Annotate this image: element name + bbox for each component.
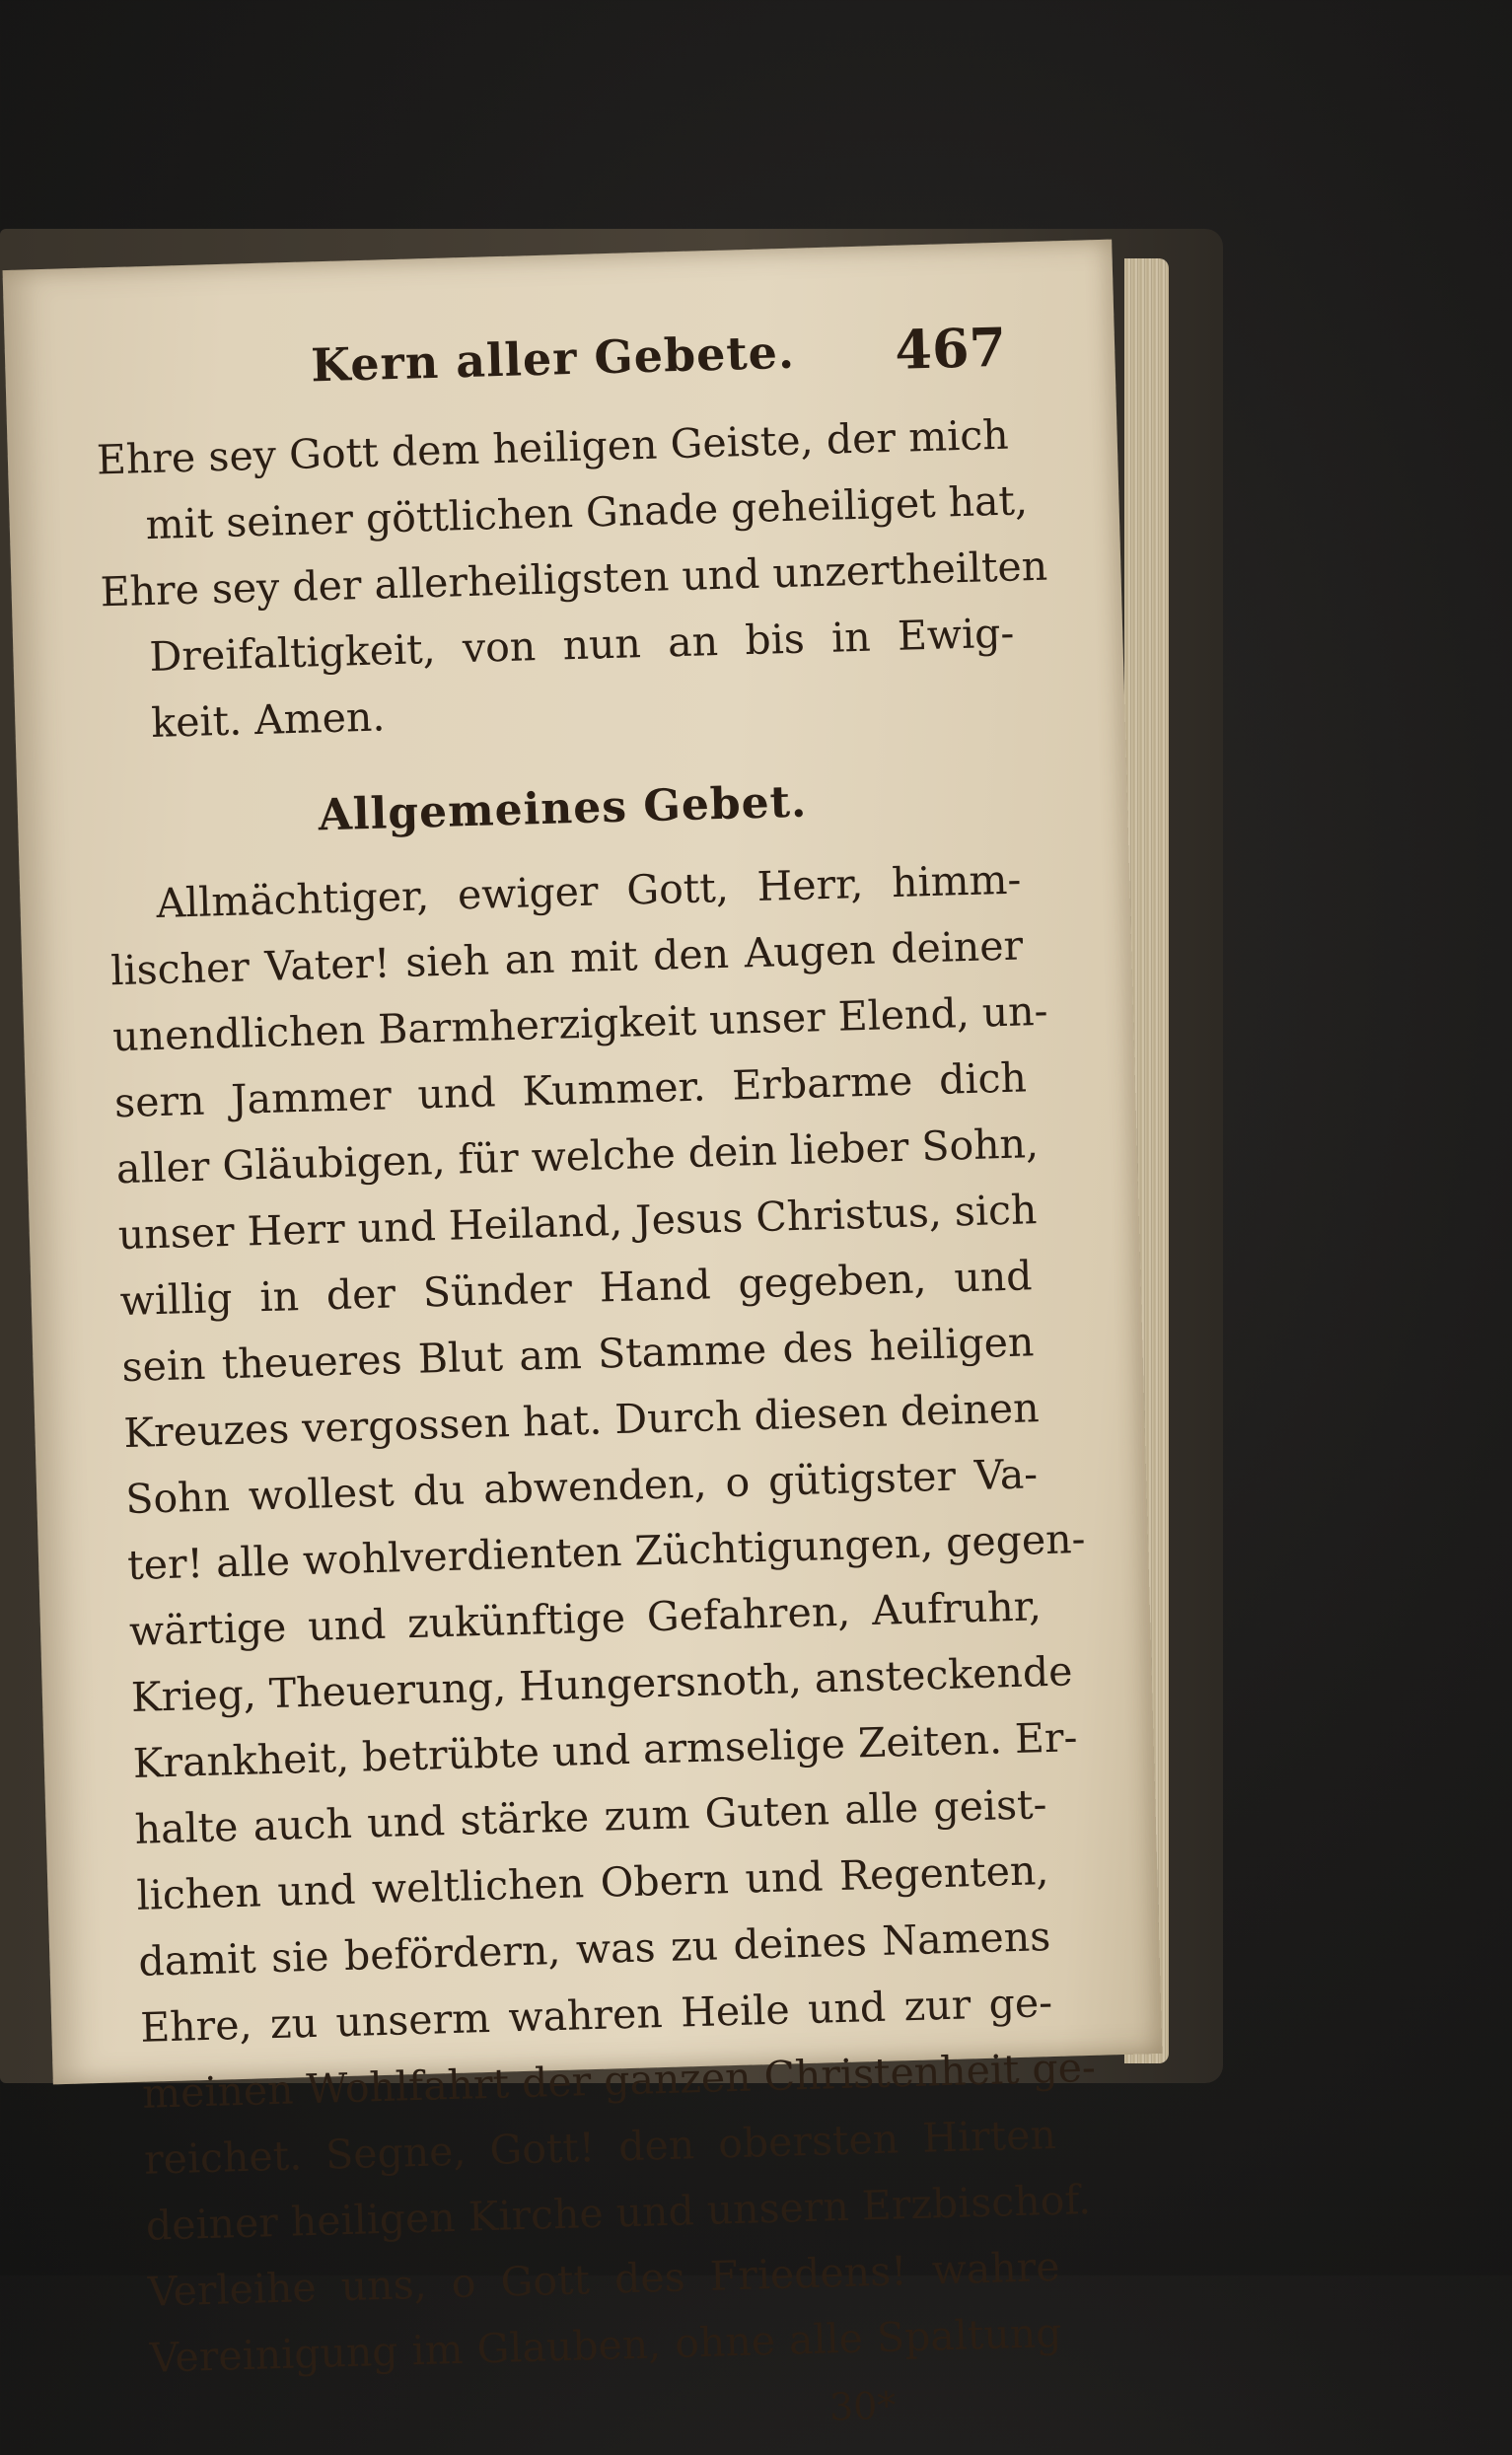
text-line: mit seiner göttlichen Gnade geheiliget hat, xyxy=(145,476,1029,549)
text-line: Kreuzes vergossen hat. Durch diesen deinen xyxy=(122,1384,1041,1458)
text-line: reichet. Segne, Gott! den obersten Hirten xyxy=(143,2110,1057,2184)
text-line: unser Herr und Heiland, Jesus Christus, sich xyxy=(117,1186,1038,1260)
text-line: sern Jammer und Kummer. Erbarme dich xyxy=(113,1053,1028,1127)
text-line: halte auch und stärke zum Guten alle geist- xyxy=(134,1780,1048,1853)
page-number: 467 xyxy=(894,315,1007,382)
book-page xyxy=(3,240,1163,2429)
text-line: Allmächtiger, ewiger Gott, Herr, himm- xyxy=(155,855,1022,927)
text-line: Krieg, Theuerung, Hungersnoth, ansteckende xyxy=(130,1647,1073,1721)
paragraph-closing-doxology xyxy=(96,402,1048,758)
running-head-title: Kern aller Gebete. xyxy=(310,325,796,393)
section-heading: Allgemeines Gebet. xyxy=(318,776,808,841)
text-line: unendlichen Barmherzigkeit unser Elend, un- xyxy=(111,986,1049,1061)
running-head xyxy=(93,312,1007,416)
text-line: ter! alle wohlverdienten Züchtigungen, gegen- xyxy=(126,1514,1087,1590)
text-line: Vereinigung im Glauben, ohne alle Spaltung xyxy=(149,2308,1062,2382)
text-line: deiner heiligen Kirche und unsern Erzbischof. xyxy=(145,2176,1092,2250)
paragraph-general-prayer xyxy=(108,846,1097,2391)
text-line: Ehre, zu unserm wahren Heile und zur ge- xyxy=(139,1979,1053,2052)
signature-mark: 30* xyxy=(828,2383,897,2429)
text-line: damit sie befördern, was zu deines Namens xyxy=(137,1913,1051,1986)
text-line: Ehre sey der allerheiligsten und unzertheilten xyxy=(100,542,1048,616)
text-line: Sohn wollest du abwenden, o gütigster Va- xyxy=(124,1450,1039,1524)
text-line: Ehre sey Gott dem heiligen Geiste, der mich xyxy=(96,410,1010,484)
text-line: willig in der Sünder Hand gegeben, und xyxy=(119,1252,1034,1326)
text-line: sein theueres Blut am Stamme des heiligen xyxy=(120,1318,1035,1392)
text-line: meinen Wohlfahrt der ganzen Christenheit ge- xyxy=(141,2043,1097,2118)
text-line: keit. Amen. xyxy=(150,692,386,748)
page-content xyxy=(93,312,1097,2453)
text-line: Dreifaltigkeit, von nun an bis in Ewig- xyxy=(148,609,1015,682)
text-line: Verleihe uns, o Gott des Friedens! wahre xyxy=(147,2242,1061,2316)
text-line: wärtige und zukünftige Gefahren, Aufruhr, xyxy=(128,1582,1043,1656)
text-line: aller Gläubigen, für welche dein lieber Sohn, xyxy=(115,1119,1040,1193)
text-line: Krankheit, betrübte und armselige Zeiten. Er- xyxy=(132,1713,1078,1787)
text-line: lischer Vater! sieh an mit den Augen deiner xyxy=(109,921,1024,995)
text-line: lichen und weltlichen Obern und Regenten, xyxy=(135,1846,1049,1919)
